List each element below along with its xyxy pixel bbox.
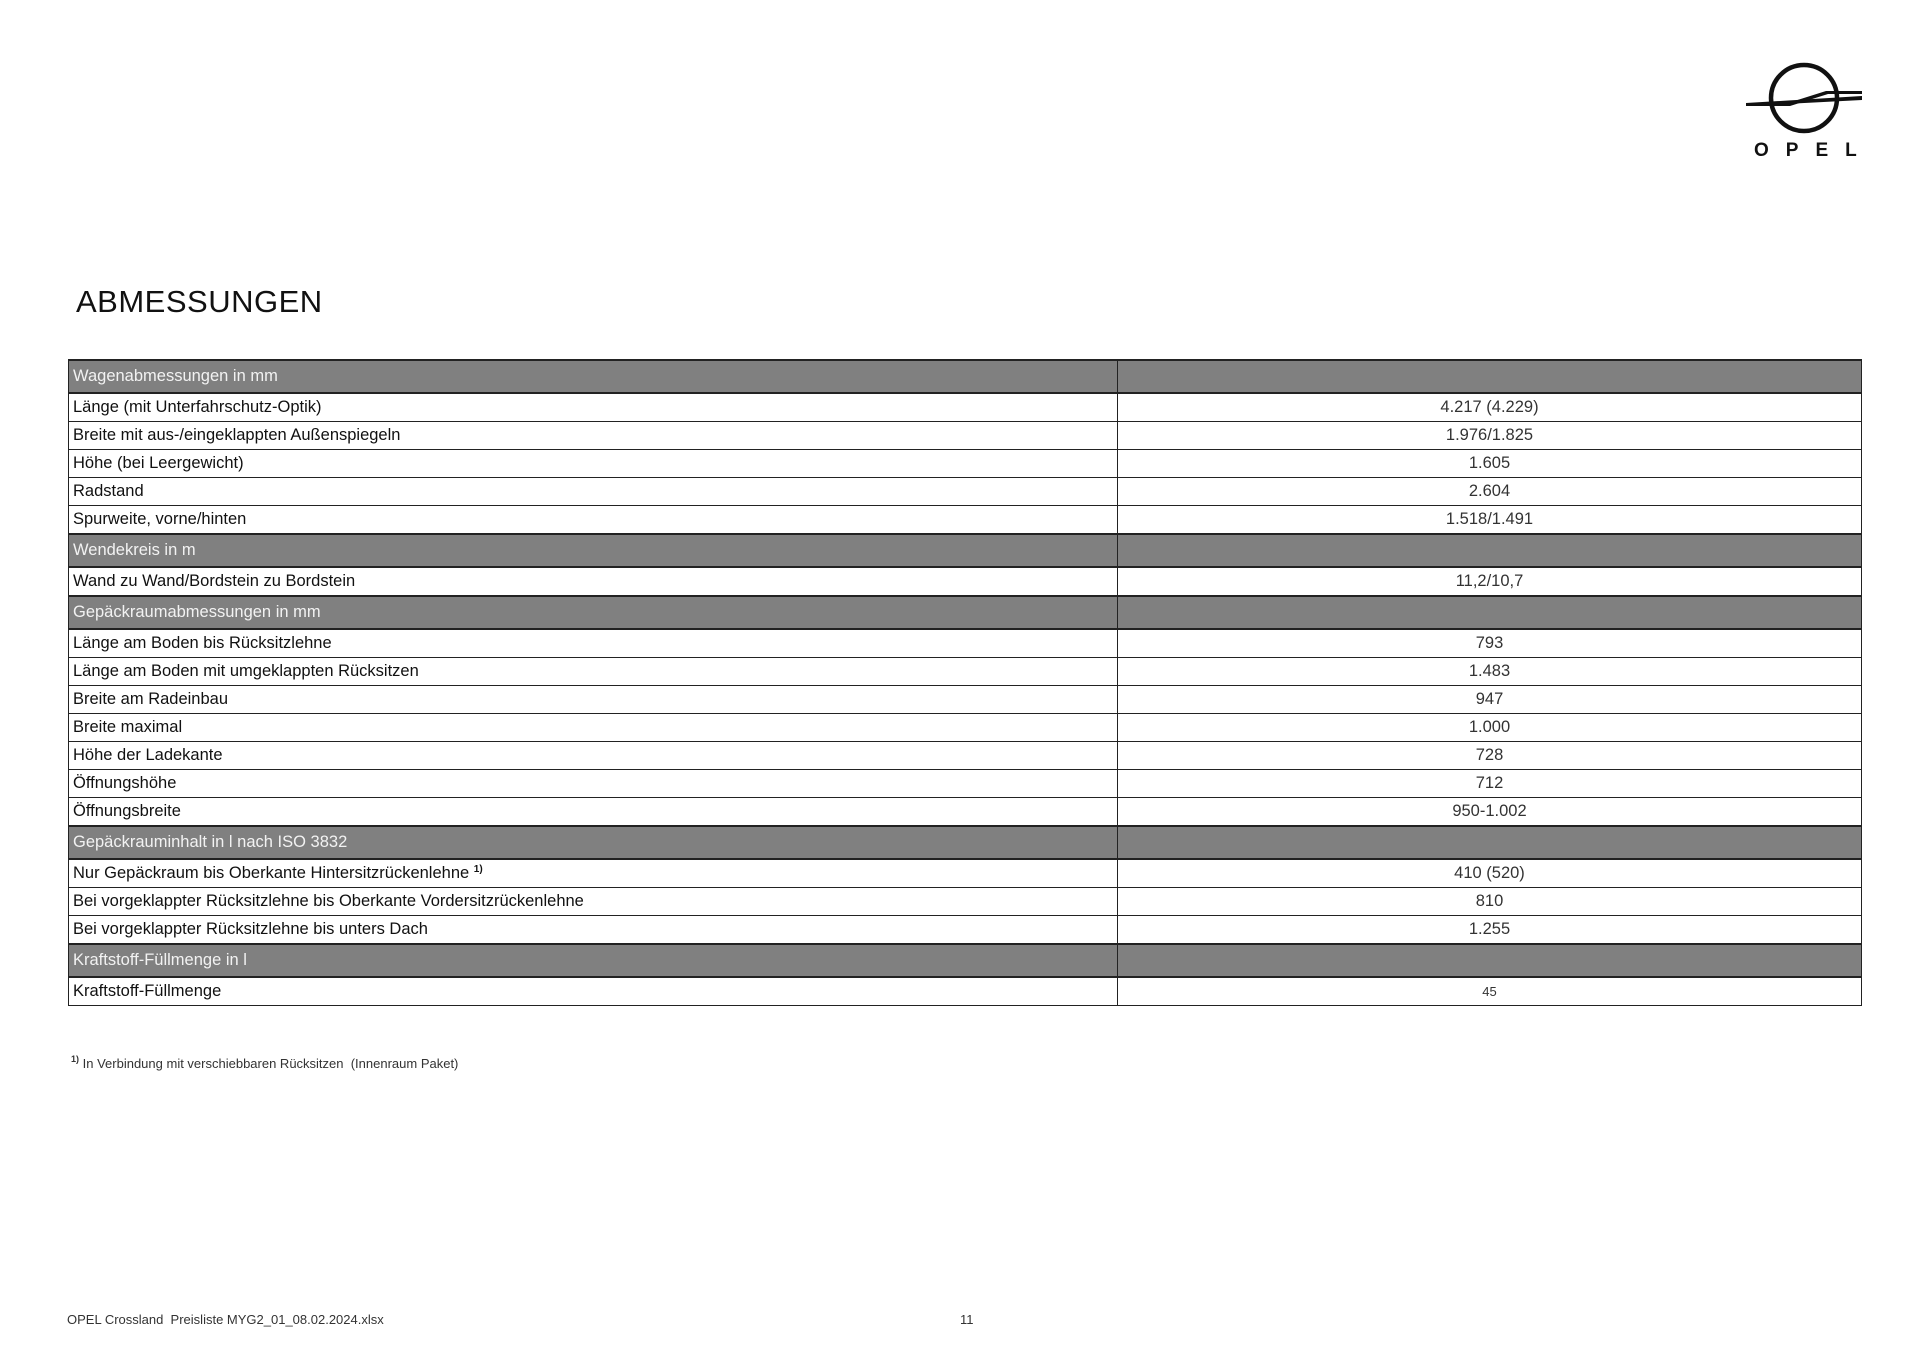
row-label: Breite mit aus-/eingeklappten Außenspiegeln — [69, 422, 1118, 450]
row-label-text: Nur Gepäckraum bis Oberkante Hintersitzrückenlehne — [73, 864, 470, 882]
row-value: 2.604 — [1118, 478, 1862, 506]
footnote — [71, 1056, 458, 1071]
footnote-marker: 1) — [473, 864, 483, 875]
table-row — [69, 393, 1862, 422]
row-value: 950-1.002 — [1118, 798, 1862, 827]
table-row — [69, 977, 1862, 1006]
row-label: Höhe (bei Leergewicht) — [69, 450, 1118, 478]
table-row — [69, 686, 1862, 714]
row-label: Bei vorgeklappter Rücksitzlehne bis unters Dach — [69, 916, 1118, 945]
row-value: 947 — [1118, 686, 1862, 714]
row-value: 4.217 (4.229) — [1118, 393, 1862, 422]
section-header-row — [69, 360, 1862, 393]
row-label — [69, 859, 1118, 888]
section-header: Gepäckrauminhalt in l nach ISO 3832 — [69, 826, 1118, 859]
row-value: 1.976/1.825 — [1118, 422, 1862, 450]
row-value: 410 (520) — [1118, 859, 1862, 888]
section-header: Wagenabmessungen in mm — [69, 360, 1118, 393]
section-header: Gepäckraumabmessungen in mm — [69, 596, 1118, 629]
row-value: 1.255 — [1118, 916, 1862, 945]
row-label: Öffnungsbreite — [69, 798, 1118, 827]
row-value: 793 — [1118, 629, 1862, 658]
table-row — [69, 714, 1862, 742]
footnote-marker: 1) — [71, 1054, 80, 1064]
row-value: 11,2/10,7 — [1118, 567, 1862, 596]
section-header: Wendekreis in m — [69, 534, 1118, 567]
section-header-row — [69, 534, 1862, 567]
row-value: 728 — [1118, 742, 1862, 770]
section-header-row — [69, 944, 1862, 977]
table-row — [69, 888, 1862, 916]
row-label: Radstand — [69, 478, 1118, 506]
row-label: Kraftstoff-Füllmenge — [69, 977, 1118, 1006]
table-row — [69, 422, 1862, 450]
section-header-row — [69, 826, 1862, 859]
row-value: 1.483 — [1118, 658, 1862, 686]
table-row — [69, 916, 1862, 945]
table-row — [69, 478, 1862, 506]
table-row — [69, 658, 1862, 686]
row-value: 1.000 — [1118, 714, 1862, 742]
row-value: 1.605 — [1118, 450, 1862, 478]
row-label: Länge am Boden bis Rücksitzlehne — [69, 629, 1118, 658]
table-row — [69, 742, 1862, 770]
page-title: ABMESSUNGEN — [76, 284, 323, 319]
table-row — [69, 567, 1862, 596]
row-label: Länge am Boden mit umgeklappten Rücksitzen — [69, 658, 1118, 686]
table-row — [69, 859, 1862, 888]
dimensions-table — [68, 359, 1862, 1006]
opel-wordmark: OPEL — [1754, 140, 1874, 161]
row-value: 712 — [1118, 770, 1862, 798]
row-label: Bei vorgeklappter Rücksitzlehne bis Oberkante Vordersitzrückenlehne — [69, 888, 1118, 916]
row-label: Breite maximal — [69, 714, 1118, 742]
row-value: 45 — [1118, 977, 1862, 1006]
row-value: 810 — [1118, 888, 1862, 916]
footnote-text: In Verbindung mit verschiebbaren Rücksitzen (Innenraum Paket) — [82, 1056, 459, 1071]
table-row — [69, 798, 1862, 827]
opel-logo — [1744, 60, 1874, 164]
row-label: Breite am Radeinbau — [69, 686, 1118, 714]
row-label: Länge (mit Unterfahrschutz-Optik) — [69, 393, 1118, 422]
section-header-row — [69, 596, 1862, 629]
table-row — [69, 770, 1862, 798]
table-row — [69, 450, 1862, 478]
opel-blitz-icon — [1744, 60, 1864, 140]
footer-filename: OPEL Crossland Preisliste MYG2_01_08.02.2024.xlsx — [67, 1312, 384, 1327]
page-number: 11 — [960, 1312, 974, 1327]
row-value: 1.518/1.491 — [1118, 506, 1862, 535]
row-label: Höhe der Ladekante — [69, 742, 1118, 770]
table-row — [69, 506, 1862, 535]
row-label: Spurweite, vorne/hinten — [69, 506, 1118, 535]
row-label: Wand zu Wand/Bordstein zu Bordstein — [69, 567, 1118, 596]
table-row — [69, 629, 1862, 658]
section-header: Kraftstoff-Füllmenge in l — [69, 944, 1118, 977]
row-label: Öffnungshöhe — [69, 770, 1118, 798]
